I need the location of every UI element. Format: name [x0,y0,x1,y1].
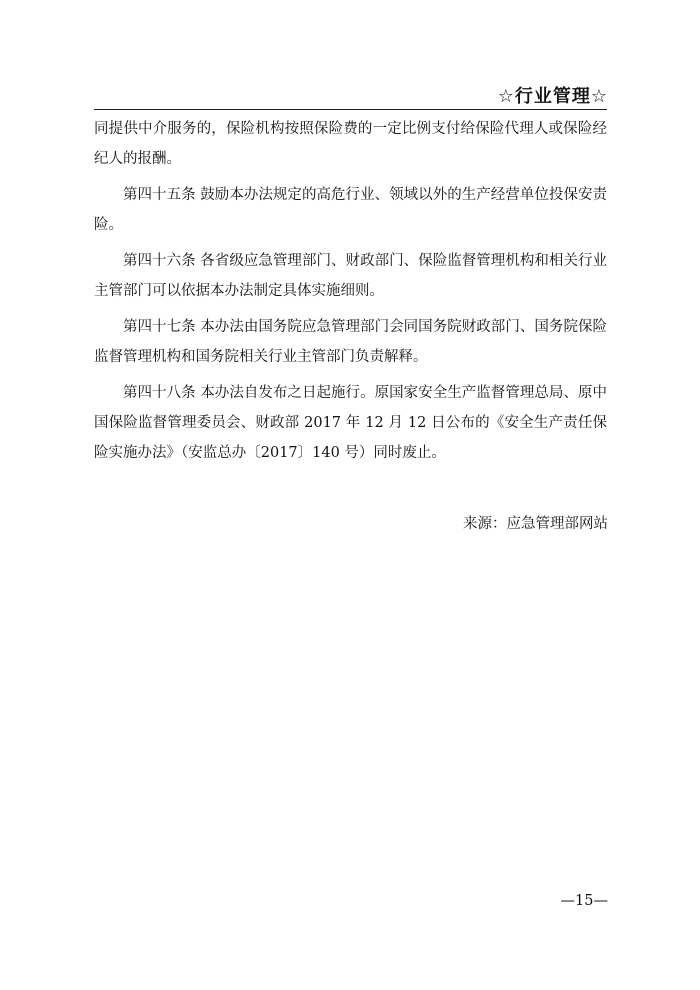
document-body [94,114,607,474]
section-header-title: ☆行业管理☆ [497,86,608,107]
paragraph-continuation: 同提供中介服务的，保险机构按照保险费的一定比例支付给保险代理人或保险经纪人的报酬。 [94,121,607,167]
paragraph-article-47: 第四十七条 本办法由国务院应急管理部门会同国务院财政部门、国务院保险监督管理机构和国务院相关行业主管部门负责解释。 [94,319,607,365]
header-divider [94,109,607,110]
paragraph-article-45: 第四十五条 鼓励本办法规定的高危行业、领域以外的生产经营单位投保安责险。 [94,187,607,233]
paragraph-article-48: 第四十八条 本办法自发布之日起施行。原国家安全生产监督管理总局、原中国保险监督管理委员会、财政部 2017 年 12 月 12 日公布的《安全生产责任保险实施办法》（安监总办〔2017〕140 号）同时废止。 [94,385,607,461]
page-number: —15— [560,893,608,909]
source-note: 来源：应急管理部网站 [463,516,608,532]
paragraph-article-46: 第四十六条 各省级应急管理部门、财政部门、保险监督管理机构和相关行业主管部门可以依据本办法制定具体实施细则。 [94,253,607,299]
